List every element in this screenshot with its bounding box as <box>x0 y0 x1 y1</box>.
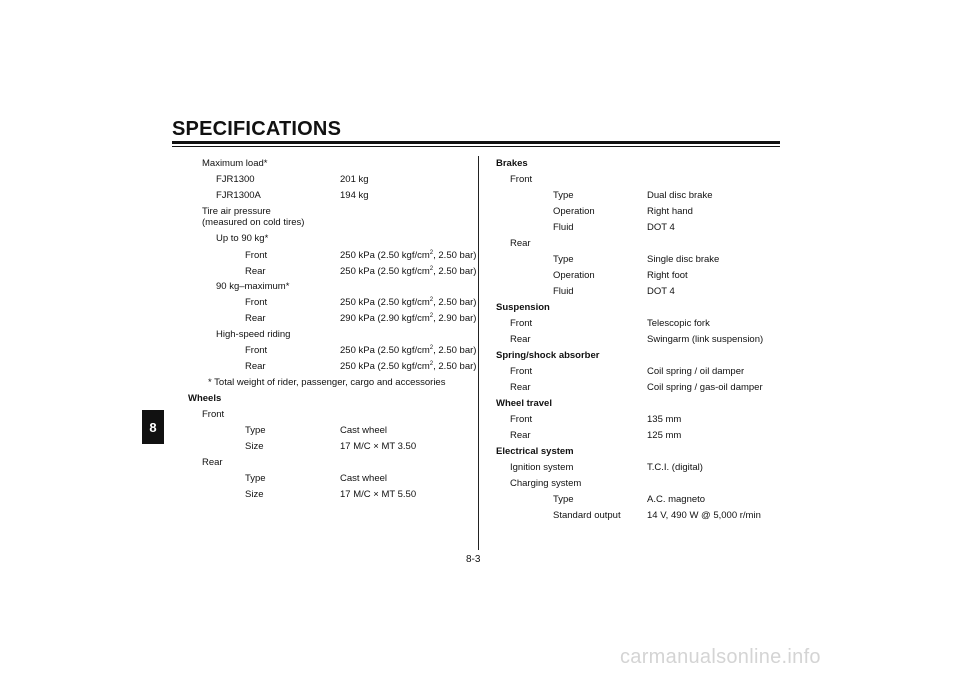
header-rule-thin <box>172 146 780 147</box>
heading-spring-shock: Spring/shock absorber <box>496 350 600 361</box>
label-90-max: 90 kg–maximum* <box>216 281 290 292</box>
column-divider <box>478 156 479 550</box>
label-wheels-rear: Rear <box>202 457 223 468</box>
value-front-wheel-size: 17 M/C × MT 3.50 <box>340 441 417 452</box>
value-standard-output: 14 V, 490 W @ 5,000 r/min <box>647 510 761 521</box>
label-front: Front <box>245 297 268 308</box>
label-spring-rear: Rear <box>510 382 531 393</box>
heading-brakes: Brakes <box>496 158 528 169</box>
value-fjr1300a: 194 kg <box>340 190 369 201</box>
label-type: Type <box>553 254 574 265</box>
label-front: Front <box>245 250 268 261</box>
label-rear: Rear <box>245 313 266 324</box>
label-travel-rear: Rear <box>510 430 531 441</box>
label-brakes-rear: Rear <box>510 238 531 249</box>
chapter-tab: 8 <box>142 410 164 444</box>
value-travel-rear: 125 mm <box>647 430 682 441</box>
value-front-brake-operation: Right hand <box>647 206 693 217</box>
value-ignition: T.C.I. (digital) <box>647 462 703 473</box>
value-pressure-up-rear: 250 kPa (2.50 kgf/$cm^2$, 2.50 bar) <box>340 266 477 277</box>
label-standard-output: Standard output <box>553 510 621 521</box>
label-travel-front: Front <box>510 414 533 425</box>
label-suspension-front: Front <box>510 318 533 329</box>
label-high-speed: High-speed riding <box>216 329 291 340</box>
value-suspension-rear: Swingarm (link suspension) <box>647 334 764 345</box>
value-rear-brake-fluid: DOT 4 <box>647 286 675 297</box>
label-ignition: Ignition system <box>510 462 574 473</box>
label-operation: Operation <box>553 206 595 217</box>
label-type: Type <box>245 473 266 484</box>
label-fjr1300: FJR1300 <box>216 174 255 185</box>
value-charging-type: A.C. magneto <box>647 494 706 505</box>
footnote: * Total weight of rider, passenger, cargo and accessories <box>208 377 446 388</box>
header-rule <box>172 141 780 144</box>
value-front-brake-type: Dual disc brake <box>647 190 713 201</box>
label-operation: Operation <box>553 270 595 281</box>
label-size: Size <box>245 489 264 500</box>
label-fluid: Fluid <box>553 222 574 233</box>
value-pressure-hs-rear: 250 kPa (2.50 kgf/$cm^2$, 2.50 bar) <box>340 361 477 372</box>
value-front-wheel-type: Cast wheel <box>340 425 387 436</box>
page-title: SPECIFICATIONS <box>172 118 342 140</box>
value-pressure-hs-front: 250 kPa (2.50 kgf/$cm^2$, 2.50 bar) <box>340 345 477 356</box>
label-wheels-front: Front <box>202 409 225 420</box>
label-rear: Rear <box>245 361 266 372</box>
label-cold-tires: (measured on cold tires) <box>202 217 305 228</box>
label-suspension-rear: Rear <box>510 334 531 345</box>
watermark: carmanualsonline.info <box>620 646 821 668</box>
value-suspension-front: Telescopic fork <box>647 318 710 329</box>
page-number: 8-3 <box>466 554 481 565</box>
heading-suspension: Suspension <box>496 302 550 313</box>
label-tire-pressure: Tire air pressure <box>202 206 271 217</box>
value-spring-rear: Coil spring / gas-oil damper <box>647 382 763 393</box>
label-max-load: Maximum load* <box>202 158 268 169</box>
label-front: Front <box>245 345 268 356</box>
label-fluid: Fluid <box>553 286 574 297</box>
heading-wheel-travel: Wheel travel <box>496 398 552 409</box>
label-type: Type <box>553 494 574 505</box>
label-type: Type <box>553 190 574 201</box>
label-rear: Rear <box>245 266 266 277</box>
value-rear-wheel-type: Cast wheel <box>340 473 387 484</box>
label-fjr1300a: FJR1300A <box>216 190 261 201</box>
heading-electrical: Electrical system <box>496 446 574 457</box>
label-spring-front: Front <box>510 366 533 377</box>
value-spring-front: Coil spring / oil damper <box>647 366 745 377</box>
value-rear-brake-type: Single disc brake <box>647 254 720 265</box>
label-size: Size <box>245 441 264 452</box>
value-pressure-max-front: 250 kPa (2.50 kgf/$cm^2$, 2.50 bar) <box>340 297 477 308</box>
label-type: Type <box>245 425 266 436</box>
heading-wheels: Wheels <box>188 393 222 404</box>
value-fjr1300: 201 kg <box>340 174 369 185</box>
value-front-brake-fluid: DOT 4 <box>647 222 675 233</box>
label-charging: Charging system <box>510 478 582 489</box>
value-rear-wheel-size: 17 M/C × MT 5.50 <box>340 489 417 500</box>
label-up-to-90: Up to 90 kg* <box>216 233 269 244</box>
value-pressure-up-front: 250 kPa (2.50 kgf/$cm^2$, 2.50 bar) <box>340 250 477 261</box>
label-brakes-front: Front <box>510 174 533 185</box>
value-pressure-max-rear: 290 kPa (2.90 kgf/$cm^2$, 2.90 bar) <box>340 313 477 324</box>
value-travel-front: 135 mm <box>647 414 682 425</box>
value-rear-brake-operation: Right foot <box>647 270 688 281</box>
